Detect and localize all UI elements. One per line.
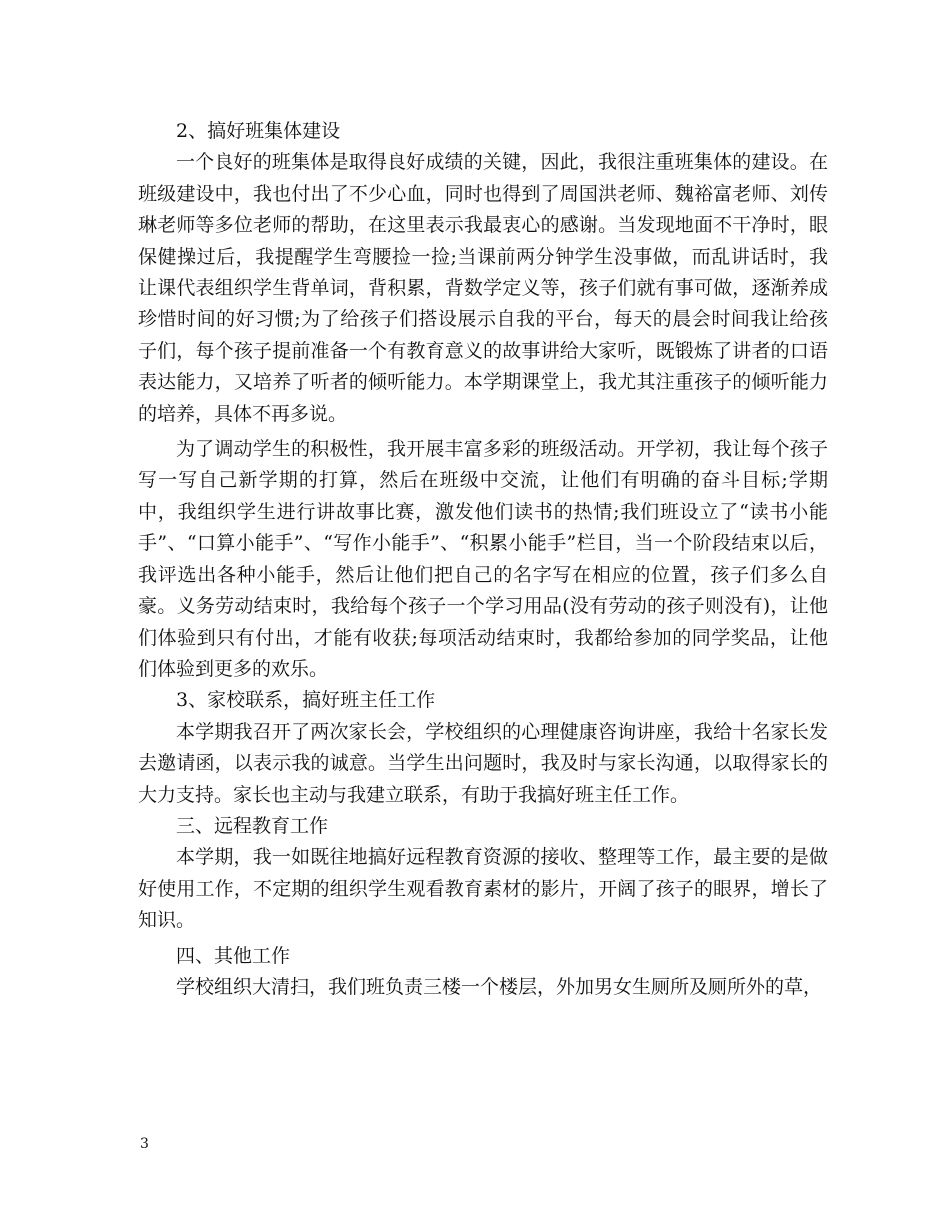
section-heading-class-building: 2、搞好班集体建设: [176, 120, 341, 142]
paragraph-home-school: 本学期我召开了两次家长会，学校组织的心理健康咨询讲座，我给十名家长发去邀请函，以表示我的诚意。当学生出问题时，我及时与家长沟通，以取得家长的大力支持。家长也主动与我建立联系，有助于我搞好班主任工作。: [138, 720, 828, 806]
document-body: [138, 116, 828, 1003]
paragraph-other-work: 学校组织大清扫，我们班负责三楼一个楼层，外加男女生厕所及厕所外的草，: [176, 975, 823, 998]
section-heading-remote-education: 三、远程教育工作: [176, 814, 329, 837]
paragraph-class-building: 一个良好的班集体是取得良好成绩的关键，因此，我很注重班集体的建设。在班级建设中，我也付出了不少心血，同时也得到了周国洪老师、魏裕富老师、刘传琳老师等多位老师的帮助，在这里表示我最衷心的感谢。当发现地面不干净时，眼保健操过后，我提醒学生弯腰捡一捡;当课前两分钟学生没事做，而乱讲话时，我让课代表组织学生背单词，背积累，背数学定义等，孩子们就有事可做，逐渐养成珍惜时间的好习惯;为了给孩子们搭设展示自我的平台，每天的晨会时间我让给孩子们，每个孩子提前准备一个有教育意义的故事讲给大家听，既锻炼了讲者的口语表达能力，又培养了听者的倾听能力。本学期课堂上，我尤其注重孩子的倾听能力的培养，具体不再多说。: [138, 151, 828, 425]
section-heading-other-work: 四、其他工作: [176, 944, 291, 967]
paragraph-class-activities: 为了调动学生的积极性，我开展丰富多彩的班级活动。开学初，我让每个孩子写一写自己新学期的打算，然后在班级中交流，让他们有明确的奋斗目标;学期中，我组织学生进行讲故事比赛，激发他们读书的热情;我们班设立了“读书小能手”、“口算小能手”、“写作小能手”、“积累小能手”栏目，当一个阶段结束以后，我评选出各种小能手，然后让他们把自己的名字写在相应的位置，孩子们多么自豪。义务劳动结束时，我给每个孩子一个学习用品(没有劳动的孩子则没有)，让他们体验到只有付出，才能有收获;每项活动结束时，我都给参加的同学奖品，让他们体验到更多的欢乐。: [138, 438, 828, 680]
section-heading-home-school: 3、家校联系，搞好班主任工作: [176, 689, 436, 712]
paragraph-remote-education: 本学期，我一如既往地搞好远程教育资源的接收、整理等工作，最主要的是做好使用工作，不定期的组织学生观看教育素材的影片，开阔了孩子的眼界，增长了知识。: [138, 846, 828, 932]
page-number: 3: [140, 1136, 149, 1152]
